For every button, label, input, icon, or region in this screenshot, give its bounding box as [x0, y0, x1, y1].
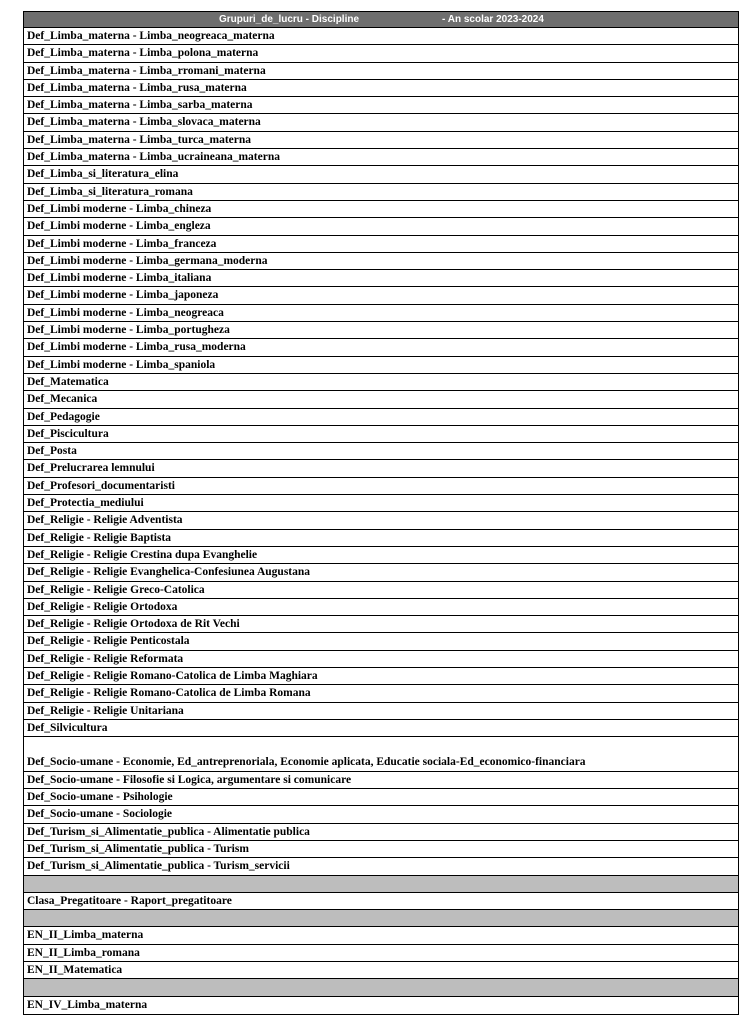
spreadsheet-table — [23, 11, 739, 1015]
table-row[interactable]: Def_Limba_si_literatura_romana — [24, 184, 738, 201]
table-header — [24, 12, 738, 28]
table-row[interactable]: Def_Limbi moderne - Limba_germana_moderna — [24, 253, 738, 270]
table-row[interactable]: Def_Religie - Religie Crestina dupa Evanghelie — [24, 547, 738, 564]
table-row[interactable]: Def_Turism_si_Alimentatie_publica - Alimentatie publica — [24, 824, 738, 841]
table-row[interactable]: Def_Limbi moderne - Limba_portugheza — [24, 322, 738, 339]
table-row[interactable]: Def_Prelucrarea lemnului — [24, 460, 738, 477]
table-row[interactable]: Def_Limba_materna - Limba_rromani_materna — [24, 63, 738, 80]
table-row[interactable]: Def_Limbi moderne - Limba_japoneza — [24, 287, 738, 304]
table-row[interactable]: Def_Limbi moderne - Limba_engleza — [24, 218, 738, 235]
table-row[interactable]: Def_Religie - Religie Romano-Catolica de Limba Maghiara — [24, 668, 738, 685]
table-row[interactable]: Def_Mecanica — [24, 391, 738, 408]
table-body — [24, 28, 738, 1014]
table-row[interactable]: Def_Socio-umane - Economie, Ed_antreprenoriala, Economie aplicata, Educatie sociala-Ed_economico-financiara — [24, 737, 738, 772]
table-row[interactable]: Def_Religie - Religie Reformata — [24, 651, 738, 668]
table-row[interactable]: Def_Limba_materna - Limba_polona_materna — [24, 45, 738, 62]
table-row[interactable]: Def_Turism_si_Alimentatie_publica - Turism — [24, 841, 738, 858]
table-row[interactable]: Def_Limbi moderne - Limba_rusa_moderna — [24, 339, 738, 356]
table-row[interactable]: Def_Limba_materna - Limba_ucraineana_materna — [24, 149, 738, 166]
table-row[interactable]: Def_Piscicultura — [24, 426, 738, 443]
table-row[interactable]: EN_II_Limba_materna — [24, 927, 738, 944]
table-row[interactable]: Def_Limba_materna - Limba_rusa_materna — [24, 80, 738, 97]
table-row[interactable]: Def_Limba_materna - Limba_sarba_materna — [24, 97, 738, 114]
table-row[interactable]: Def_Matematica — [24, 374, 738, 391]
table-row[interactable]: Def_Religie - Religie Penticostala — [24, 633, 738, 650]
table-row[interactable]: EN_II_Limba_romana — [24, 945, 738, 962]
separator-row[interactable] — [24, 910, 738, 927]
table-row[interactable]: Def_Limba_materna - Limba_slovaca_materna — [24, 114, 738, 131]
table-row[interactable]: Def_Religie - Religie Unitariana — [24, 703, 738, 720]
table-row[interactable]: Def_Posta — [24, 443, 738, 460]
table-row[interactable]: Def_Religie - Religie Greco-Catolica — [24, 582, 738, 599]
header-title: Grupuri_de_lucru - Discipline — [219, 14, 360, 25]
table-row[interactable]: Def_Religie - Religie Romano-Catolica de Limba Romana — [24, 685, 738, 702]
table-row[interactable]: Def_Limba_si_literatura_elina — [24, 166, 738, 183]
table-row[interactable]: Def_Pedagogie — [24, 409, 738, 426]
table-row[interactable]: Def_Limbi moderne - Limba_chineza — [24, 201, 738, 218]
table-row[interactable]: EN_II_Matematica — [24, 962, 738, 979]
table-row[interactable]: Def_Turism_si_Alimentatie_publica - Turism_servicii — [24, 858, 738, 875]
table-row[interactable]: Def_Limbi moderne - Limba_neogreaca — [24, 305, 738, 322]
separator-row[interactable] — [24, 979, 738, 996]
separator-row[interactable] — [24, 876, 738, 893]
table-row[interactable]: Def_Limba_materna - Limba_turca_materna — [24, 132, 738, 149]
table-row[interactable]: Def_Religie - Religie Ortodoxa — [24, 599, 738, 616]
table-row[interactable]: Def_Profesori_documentaristi — [24, 478, 738, 495]
table-row[interactable]: Def_Protectia_mediului — [24, 495, 738, 512]
table-row[interactable]: Def_Religie - Religie Baptista — [24, 530, 738, 547]
table-row[interactable]: EN_IV_Limba_materna — [27, 998, 148, 1011]
table-row[interactable]: Def_Limbi moderne - Limba_italiana — [24, 270, 738, 287]
table-row[interactable]: Def_Socio-umane - Sociologie — [24, 806, 738, 823]
table-row[interactable]: Def_Religie - Religie Adventista — [24, 512, 738, 529]
table-row[interactable]: Def_Socio-umane - Psihologie — [24, 789, 738, 806]
table-row[interactable]: Def_Limbi moderne - Limba_spaniola — [24, 357, 738, 374]
table-row[interactable]: Def_Silvicultura — [24, 720, 738, 737]
table-row[interactable]: Def_Religie - Religie Evanghelica-Confesiunea Augustana — [24, 564, 738, 581]
header-school-year: - An scolar 2023-2024 — [442, 14, 544, 25]
table-row[interactable]: Def_Religie - Religie Ortodoxa de Rit Vechi — [24, 616, 738, 633]
table-row[interactable]: Def_Limba_materna - Limba_neogreaca_materna — [24, 28, 738, 45]
table-row[interactable]: Clasa_Pregatitoare - Raport_pregatitoare — [24, 893, 738, 910]
table-row[interactable]: Def_Limbi moderne - Limba_franceza — [24, 236, 738, 253]
table-row[interactable]: Def_Socio-umane - Filosofie si Logica, argumentare si comunicare — [24, 772, 738, 789]
